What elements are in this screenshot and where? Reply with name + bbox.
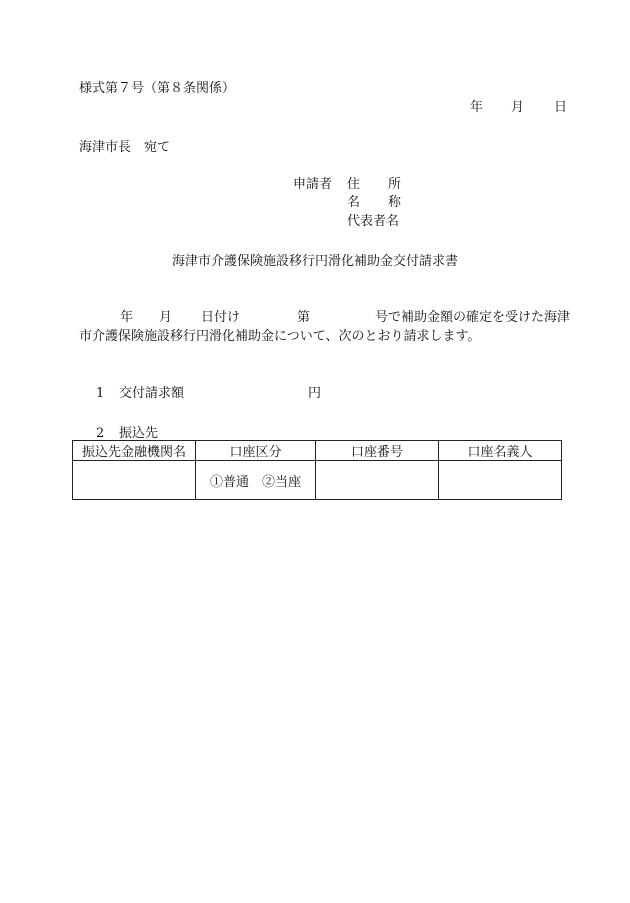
body-dated: 日付け [201,310,241,325]
body-line-2: 市介護保険施設移行円滑化補助金について、次のとおり請求します。 [79,329,481,344]
body-year: 年 [120,310,134,325]
document-title: 海津市介護保険施設移行円滑化補助金交付請求書 [171,254,458,269]
date-day: 日 [554,100,568,115]
address-char-2: 所 [388,177,402,192]
item-1-number: 1 [96,386,105,401]
body-rest-line1: 号で補助金額の確定を受けた海津 [375,310,571,325]
applicant-representative-label: 代表者名 [347,214,400,229]
date-month: 月 [511,100,525,115]
form-number: 様式第７号（第８条関係） [79,81,236,96]
cell-account-type[interactable]: ①普通 ②当座 [196,461,316,500]
table-row [73,461,562,500]
applicant-label: 申請者 [293,177,333,192]
header-account-number: 口座番号 [316,441,439,461]
table-header-row [73,441,562,461]
name-char-1: 名 [347,195,361,210]
bank-account-table [72,440,562,500]
body-month: 月 [159,310,173,325]
item-2-number: 2 [96,426,105,441]
address-char-1: 住 [347,177,361,192]
item-1-label: 交付請求額 [119,386,185,401]
date-year: 年 [470,100,484,115]
cell-account-holder[interactable] [439,461,562,500]
name-char-2: 称 [388,195,402,210]
body-dai: 第 [297,310,311,325]
addressee: 海津市長 宛て [79,140,171,155]
header-bank-name: 振込先金融機関名 [73,441,196,461]
item-1-unit: 円 [308,386,322,401]
header-account-holder: 口座名義人 [439,441,562,461]
cell-account-number[interactable] [316,461,439,500]
cell-bank-name[interactable] [73,461,196,500]
item-2-label: 振込先 [119,426,159,441]
header-account-type: 口座区分 [196,441,316,461]
